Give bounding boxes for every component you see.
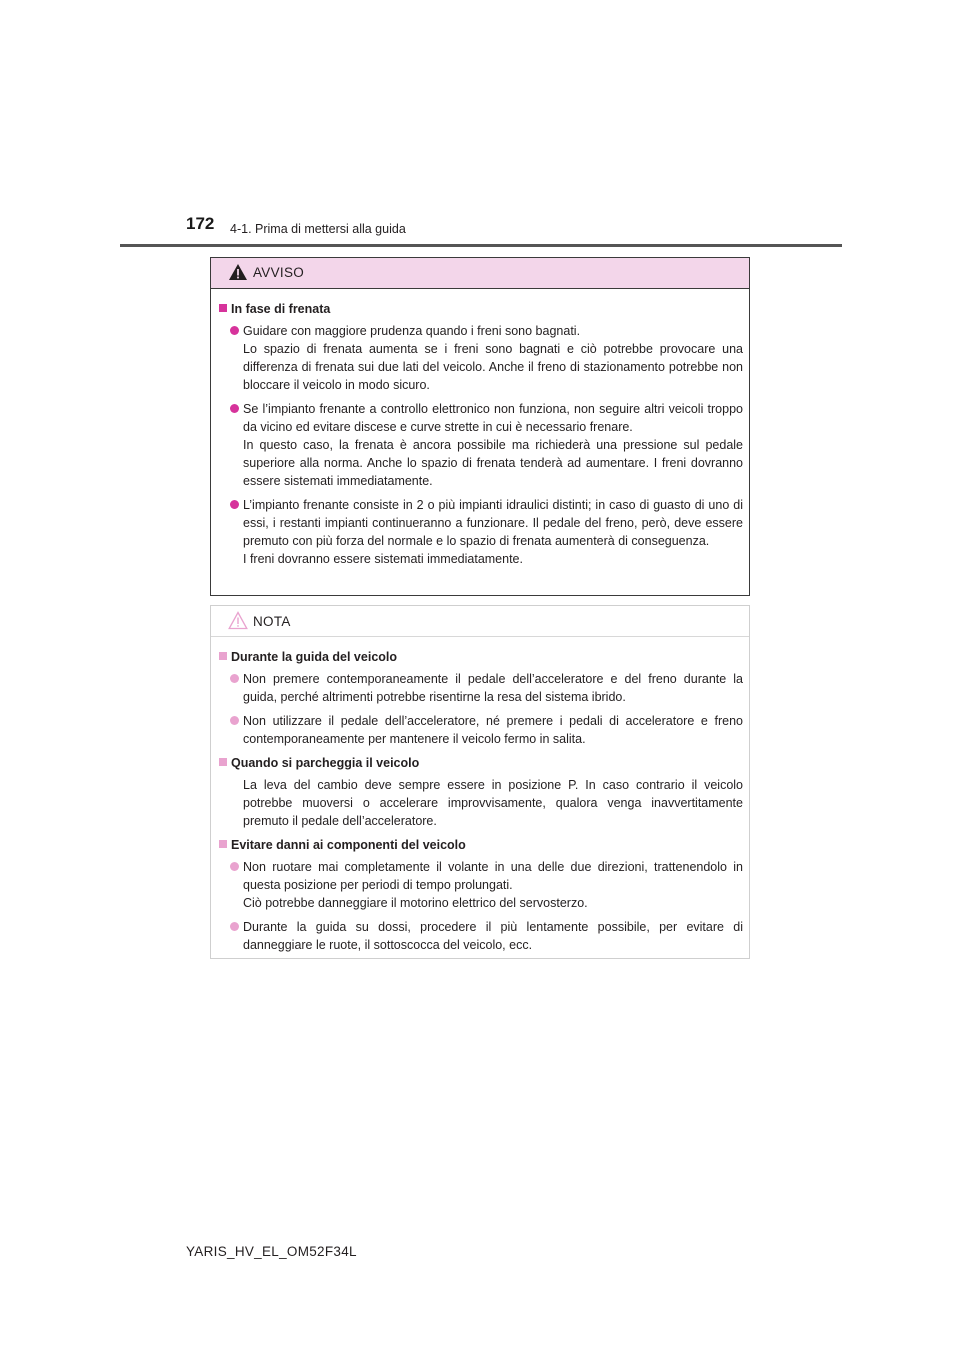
circle-bullet-icon [230,862,239,871]
warning-title: AVVISO [253,265,305,280]
square-bullet-icon [219,304,227,312]
note-body [211,637,749,954]
warning-heading [219,300,743,318]
circle-bullet-icon [230,716,239,725]
note-item-text: Ciò potrebbe danneggiare il motorino elettrico del servosterzo. [243,896,588,910]
note-heading [219,648,743,666]
warning-item-paragraph: Se l’impianto frenante a controllo elettronico non funziona, non seguire altri veicoli troppo da vicino ed evitare discese e curve strette in cui è necessario frenare. [243,402,743,434]
square-bullet-icon [219,652,227,660]
caution-triangle-icon [228,611,248,630]
note-item [219,670,743,706]
circle-bullet-icon [230,922,239,931]
note-item [219,712,743,748]
warning-triangle-icon [228,263,248,281]
page-number: 172 [186,214,215,233]
warning-item-paragraph: Lo spazio di frenata aumenta se i freni sono bagnati e ciò potrebbe provocare una differenza di frenata sui due lati del veicolo. Anche il freno di stazionamento potrebbe non bloccare il veicolo in modo sicuro. [243,342,743,392]
header-rule [120,244,842,247]
note-box [210,605,750,959]
warning-item-paragraph: In questo caso, la frenata è ancora possibile ma richiederà una pressione sul pedale superiore alla norma. Anche lo spazio di frenata tenderà ad aumentare. I freni dovranno essere sistemati immediatamente. [243,438,743,488]
square-bullet-icon [219,758,227,766]
warning-box [210,257,750,596]
note-item-text: Non ruotare mai completamente il volante in una delle due direzioni, trattenendolo in questa posizione per periodi di tempo prolungati. [243,860,743,892]
warning-item-paragraph: Guidare con maggiore prudenza quando i freni sono bagnati. [243,324,581,338]
note-heading-text: Durante la guida del veicolo [231,650,398,664]
warning-item [219,400,743,490]
note-plain-text [219,776,743,830]
warning-item [219,322,743,394]
section-title: 4-1. Prima di mettersi alla guida [230,222,406,236]
circle-bullet-icon [230,674,239,683]
note-heading-text: Evitare danni ai componenti del veicolo [231,838,466,852]
note-item-text: Durante la guida su dossi, procedere il più lentamente possibile, per evitare di danneggiare le ruote, il sottoscocca del veicolo, ecc. [243,920,743,952]
note-title: NOTA [253,614,291,629]
warning-body [211,289,749,568]
note-heading-text: Quando si parcheggia il veicolo [231,756,420,770]
note-item-text: Non utilizzare il pedale dell’acceleratore, né premere i pedali di acceleratore e freno contemporaneamente per mantenere il veicolo fermo in salita. [243,714,743,746]
circle-bullet-icon [230,326,239,335]
warning-heading-text: In fase di frenata [231,302,331,316]
circle-bullet-icon [230,500,239,509]
warning-item-paragraph: I freni dovranno essere sistemati immediatamente. [243,552,523,566]
note-box-header [211,606,749,637]
note-heading [219,754,743,772]
warning-box-header [211,258,749,289]
note-paragraph: La leva del cambio deve sempre essere in posizione P. In caso contrario il veicolo potrebbe muoversi o accelerare improvvisamente, qualora venga inavvertitamente premuto il pedale dell’acceleratore. [243,778,743,828]
note-item-text: Non premere contemporaneamente il pedale dell’acceleratore e del freno durante la guida, perché altrimenti potrebbe risentirne la resa del sistema ibrido. [243,672,743,704]
note-item [219,918,743,954]
circle-bullet-icon [230,404,239,413]
note-item [219,858,743,912]
warning-item-paragraph: L’impianto frenante consiste in 2 o più impianti idraulici distinti; in caso di guasto di uno di essi, i restanti impianti continueranno a funzionare. Il pedale del freno, però, deve essere premuto con più forza del normale e lo spazio di frenata aumenterà di conseguenza. [243,498,743,548]
warning-item [219,496,743,568]
note-heading [219,836,743,854]
square-bullet-icon [219,840,227,848]
document-code: YARIS_HV_EL_OM52F34L [186,1244,357,1259]
